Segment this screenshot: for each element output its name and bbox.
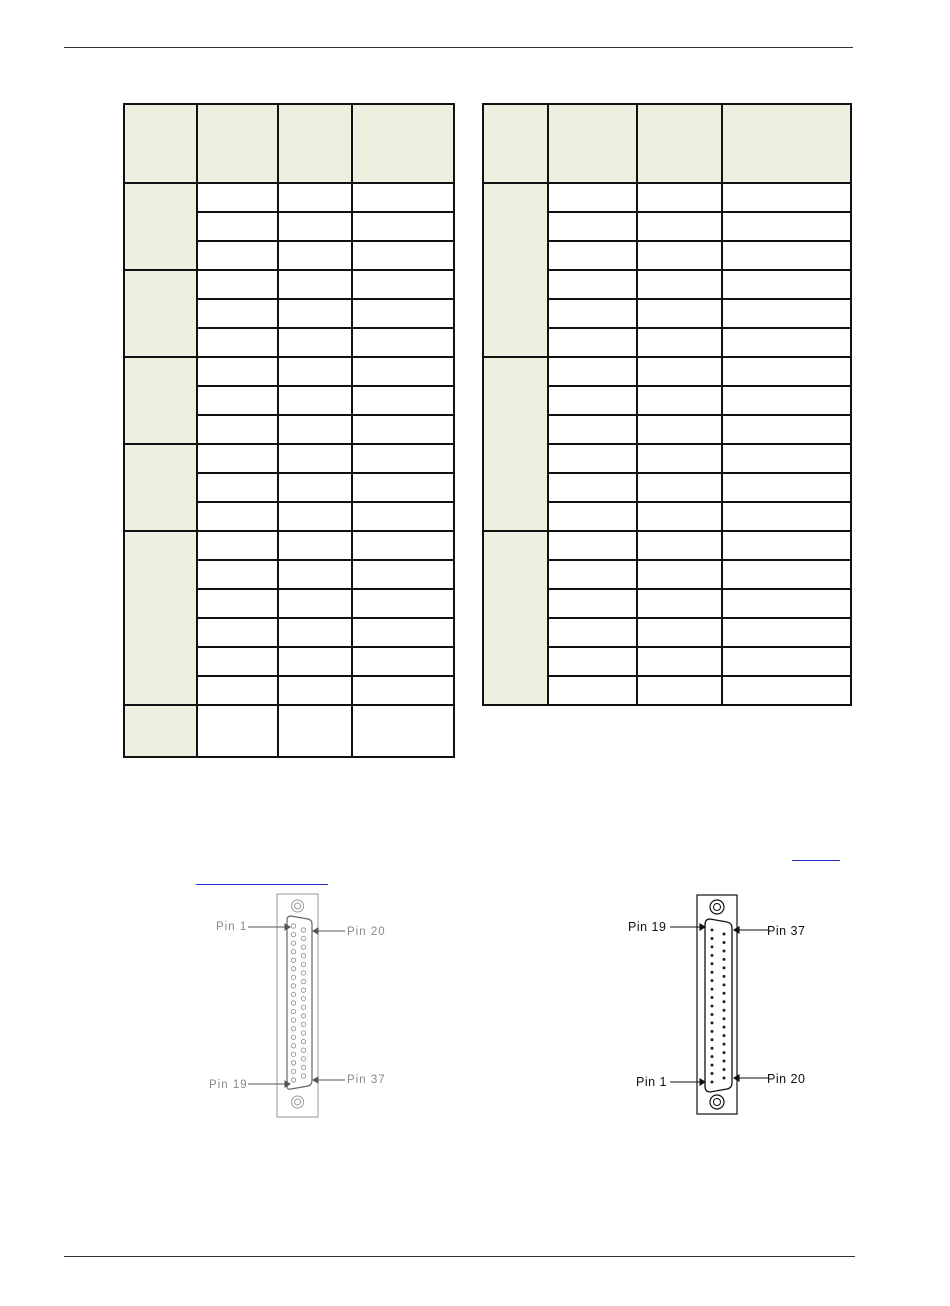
table-cell xyxy=(197,676,278,705)
table-cell xyxy=(548,270,637,299)
pin-label: Pin 1 xyxy=(216,921,248,933)
table-cell xyxy=(352,647,454,676)
table-cell xyxy=(637,676,722,705)
table-cell xyxy=(722,589,851,618)
pin-label: Pin 19 xyxy=(209,1079,248,1091)
header-cell xyxy=(548,104,637,183)
table-cell xyxy=(637,357,722,386)
group-cell xyxy=(124,270,197,357)
table-cell xyxy=(722,241,851,270)
table-cell xyxy=(352,270,454,299)
table-cell xyxy=(278,270,352,299)
group-cell xyxy=(124,705,197,757)
table-cell xyxy=(352,589,454,618)
table-cell xyxy=(548,328,637,357)
table-cell xyxy=(278,212,352,241)
table-cell xyxy=(548,589,637,618)
pin-arrows-right xyxy=(664,918,774,1090)
header-cell xyxy=(483,104,548,183)
table-cell xyxy=(352,444,454,473)
table-cell xyxy=(278,357,352,386)
table-cell xyxy=(548,676,637,705)
group-cell xyxy=(124,183,197,270)
table-cell xyxy=(352,473,454,502)
table-cell xyxy=(278,705,352,757)
table-cell xyxy=(352,241,454,270)
table-cell xyxy=(278,618,352,647)
table-cell xyxy=(637,647,722,676)
table-row xyxy=(483,183,851,212)
table-cell xyxy=(722,357,851,386)
table-cell xyxy=(197,444,278,473)
table-cell xyxy=(352,618,454,647)
pin-label: Pin 37 xyxy=(347,1074,386,1086)
pinout-table-right xyxy=(482,103,852,706)
table-cell xyxy=(278,241,352,270)
group-cell xyxy=(483,531,548,705)
table-cell xyxy=(637,589,722,618)
table-cell xyxy=(548,531,637,560)
table-cell xyxy=(278,183,352,212)
table-cell xyxy=(722,299,851,328)
table-cell xyxy=(548,647,637,676)
table-cell xyxy=(722,473,851,502)
table-cell xyxy=(722,647,851,676)
header-cell xyxy=(637,104,722,183)
table-cell xyxy=(278,473,352,502)
table-cell xyxy=(637,560,722,589)
table-cell xyxy=(352,531,454,560)
table-cell xyxy=(197,328,278,357)
table-cell xyxy=(637,502,722,531)
table-cell xyxy=(722,676,851,705)
table-cell xyxy=(548,618,637,647)
table-cell xyxy=(548,241,637,270)
table-cell xyxy=(352,299,454,328)
table-cell xyxy=(278,531,352,560)
table-cell xyxy=(197,212,278,241)
table-row xyxy=(483,357,851,386)
table-cell xyxy=(278,647,352,676)
table-cell xyxy=(197,502,278,531)
hyperlink-underline[interactable] xyxy=(792,860,840,861)
table-cell xyxy=(722,560,851,589)
table-cell xyxy=(278,589,352,618)
table-cell xyxy=(278,299,352,328)
table-cell xyxy=(637,299,722,328)
table-cell xyxy=(278,386,352,415)
table-cell xyxy=(722,502,851,531)
table-cell xyxy=(548,502,637,531)
group-cell xyxy=(124,531,197,705)
table-cell xyxy=(548,415,637,444)
table-cell xyxy=(548,473,637,502)
table-cell xyxy=(548,444,637,473)
table-cell xyxy=(352,560,454,589)
table-cell xyxy=(548,357,637,386)
table-cell xyxy=(548,386,637,415)
table-cell xyxy=(197,357,278,386)
pin-label: Pin 1 xyxy=(636,1075,667,1089)
hyperlink-underline[interactable] xyxy=(196,884,328,885)
mounting-hole-icon xyxy=(292,1096,304,1108)
table-cell xyxy=(722,183,851,212)
table-cell xyxy=(722,212,851,241)
table-row xyxy=(124,444,454,473)
table-cell xyxy=(278,676,352,705)
table-row xyxy=(483,531,851,560)
table-cell xyxy=(197,647,278,676)
table-cell xyxy=(197,386,278,415)
table-cell xyxy=(637,473,722,502)
table-cell xyxy=(637,270,722,299)
table-cell xyxy=(352,705,454,757)
table-cell xyxy=(637,618,722,647)
table-cell xyxy=(722,444,851,473)
group-cell xyxy=(483,357,548,531)
table-cell xyxy=(197,473,278,502)
table-cell xyxy=(548,183,637,212)
group-cell xyxy=(124,444,197,531)
table-cell xyxy=(637,328,722,357)
table-cell xyxy=(637,241,722,270)
table-cell xyxy=(197,241,278,270)
pin-label: Pin 37 xyxy=(767,924,806,938)
pin-label: Pin 20 xyxy=(767,1072,806,1086)
header-cell xyxy=(352,104,454,183)
mounting-hole-icon xyxy=(292,900,304,912)
table-cell xyxy=(197,705,278,757)
table-row xyxy=(124,705,454,757)
table-cell xyxy=(278,560,352,589)
pin-label: Pin 20 xyxy=(347,926,386,938)
table-cell xyxy=(352,183,454,212)
table-cell xyxy=(197,183,278,212)
table-cell xyxy=(197,560,278,589)
footer-rule xyxy=(64,1256,855,1257)
group-cell xyxy=(124,357,197,444)
table-cell xyxy=(352,357,454,386)
table-cell xyxy=(548,560,637,589)
table-cell xyxy=(722,618,851,647)
table-cell xyxy=(722,270,851,299)
table-row xyxy=(124,270,454,299)
table-cell xyxy=(352,212,454,241)
table-cell xyxy=(352,415,454,444)
table-cell xyxy=(722,531,851,560)
table-cell xyxy=(637,415,722,444)
table-cell xyxy=(197,270,278,299)
table-cell xyxy=(197,415,278,444)
table-cell xyxy=(352,502,454,531)
table-header-row xyxy=(124,104,454,183)
table-cell xyxy=(278,444,352,473)
table-cell xyxy=(637,183,722,212)
table-cell xyxy=(637,444,722,473)
table-cell xyxy=(637,212,722,241)
table-cell xyxy=(278,328,352,357)
pin-arrows-left xyxy=(240,918,350,1094)
table-cell xyxy=(352,676,454,705)
table-cell xyxy=(722,386,851,415)
header-cell xyxy=(278,104,352,183)
pinout-table-left xyxy=(123,103,455,758)
table-cell xyxy=(352,328,454,357)
table-cell xyxy=(637,386,722,415)
mounting-hole-icon xyxy=(710,900,724,914)
table-cell xyxy=(278,415,352,444)
table-cell xyxy=(637,531,722,560)
header-cell xyxy=(722,104,851,183)
mounting-hole-icon xyxy=(710,1095,724,1109)
group-cell xyxy=(483,183,548,357)
table-cell xyxy=(722,328,851,357)
table-cell xyxy=(352,386,454,415)
table-cell xyxy=(197,589,278,618)
header-rule xyxy=(64,47,853,48)
table-cell xyxy=(278,502,352,531)
pin-label: Pin 19 xyxy=(628,920,667,934)
header-cell xyxy=(197,104,278,183)
table-row xyxy=(124,357,454,386)
table-cell xyxy=(548,212,637,241)
table-row xyxy=(124,183,454,212)
table-row xyxy=(124,531,454,560)
table-cell xyxy=(548,299,637,328)
table-cell xyxy=(197,618,278,647)
table-header-row xyxy=(483,104,851,183)
table-cell xyxy=(197,299,278,328)
header-cell xyxy=(124,104,197,183)
table-cell xyxy=(722,415,851,444)
table-cell xyxy=(197,531,278,560)
